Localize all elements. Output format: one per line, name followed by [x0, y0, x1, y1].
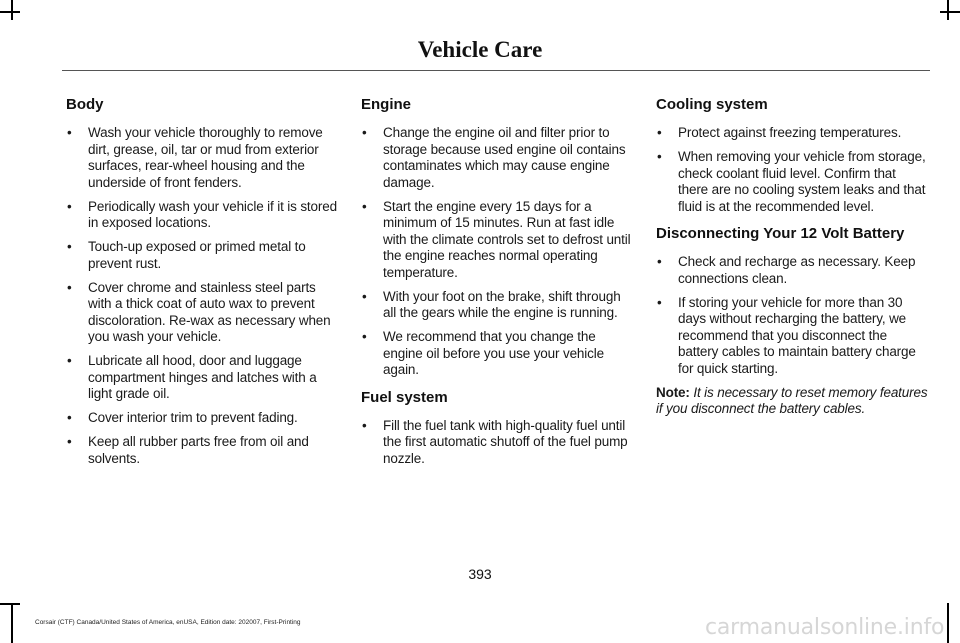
bullet: • — [67, 239, 72, 254]
column-cooling — [656, 96, 928, 418]
section-heading-body: Body — [66, 96, 104, 113]
note-paragraph — [656, 385, 928, 418]
bullet: • — [362, 329, 367, 344]
bullet: • — [657, 149, 662, 164]
crop-mark — [947, 0, 949, 20]
list-item: • Check and recharge as necessary. Keep connections clean. — [657, 254, 916, 286]
section-heading-battery: Disconnecting Your 12 Volt Battery — [656, 225, 905, 242]
crop-mark — [0, 11, 20, 13]
note-label: Note: — [656, 384, 690, 400]
column-body — [66, 96, 338, 475]
watermark: carmanualsonline.info — [705, 615, 945, 640]
bullet: • — [67, 198, 72, 214]
footer-edition-text: Corsair (CTF) Canada/United States of America, enUSA, Edition date: 202007, First-Printing — [35, 619, 301, 626]
crop-mark — [0, 603, 20, 605]
section-heading-engine: Engine — [361, 96, 412, 113]
column-engine — [361, 96, 633, 475]
bullet: • — [67, 434, 72, 449]
list-item: • Keep all rubber parts free from oil and solvents. — [67, 434, 309, 466]
bullet: • — [67, 353, 72, 368]
bullet: • — [67, 410, 72, 425]
crop-mark — [11, 603, 13, 643]
bullet: • — [67, 279, 72, 295]
bullet: • — [362, 417, 367, 433]
bullet: • — [657, 254, 662, 269]
list-item: • Fill the fuel tank with high-quality fuel until the first automatic shutoff of the fuel pump nozzle. — [362, 417, 628, 466]
list-item: • Protect against freezing temperatures. — [657, 125, 902, 140]
bullet: • — [67, 125, 72, 140]
list-item: • Start the engine every 15 days for a minimum of 15 minutes. Run at fast idle with the climate controls set to defrost until the engine reaches normal operating temperature. — [362, 198, 631, 280]
body-list — [66, 125, 338, 467]
battery-list — [656, 254, 928, 377]
header-divider — [62, 70, 930, 71]
list-item: • Wash your vehicle thoroughly to remove dirt, grease, oil, tar or mud from exterior surfaces, rear-wheel housing and the underside of front fenders. — [67, 125, 323, 190]
list-item: • With your foot on the brake, shift through all the gears while the engine is running. — [362, 288, 621, 320]
bullet: • — [362, 288, 367, 304]
list-item: • We recommend that you change the engine oil before you use your vehicle again. — [362, 329, 604, 377]
list-item: • Cover interior trim to prevent fading. — [67, 410, 298, 425]
note-text: It is necessary to reset memory features if you disconnect the battery cables. — [656, 384, 928, 416]
cooling-list — [656, 125, 928, 215]
list-item: • Periodically wash your vehicle if it is stored in exposed locations. — [67, 198, 337, 230]
bullet: • — [362, 198, 367, 214]
bullet: • — [657, 125, 662, 140]
list-item: • If storing your vehicle for more than 30 days without recharging the battery, we recommend that you disconnect the battery cables to maintain battery charge for quick starting. — [657, 294, 916, 376]
page-title: Vehicle Care — [417, 37, 543, 62]
crop-mark — [947, 603, 949, 643]
list-item: • Lubricate all hood, door and luggage compartment hinges and latches with a light grade oil. — [67, 353, 317, 401]
crop-mark — [11, 0, 13, 20]
crop-mark — [940, 11, 960, 13]
section-heading-fuel: Fuel system — [361, 388, 448, 406]
bullet: • — [657, 294, 662, 310]
page-number: 393 — [468, 566, 492, 582]
engine-list — [361, 125, 633, 379]
list-item: • Cover chrome and stainless steel parts with a thick coat of auto wax to prevent discoloration. Re-wax as necessary when you wash your vehicle. — [67, 279, 331, 344]
list-item: • When removing your vehicle from storage, check coolant fluid level. Confirm that there are no cooling system leaks and that fluid is at the recommended level. — [657, 149, 926, 214]
list-item: • Change the engine oil and filter prior to storage because used engine oil contains contaminates which may cause engine damage. — [362, 125, 626, 190]
fuel-list — [361, 418, 633, 468]
section-heading-cooling: Cooling system — [656, 96, 768, 113]
list-item: • Touch-up exposed or primed metal to prevent rust. — [67, 239, 306, 271]
bullet: • — [362, 125, 367, 140]
